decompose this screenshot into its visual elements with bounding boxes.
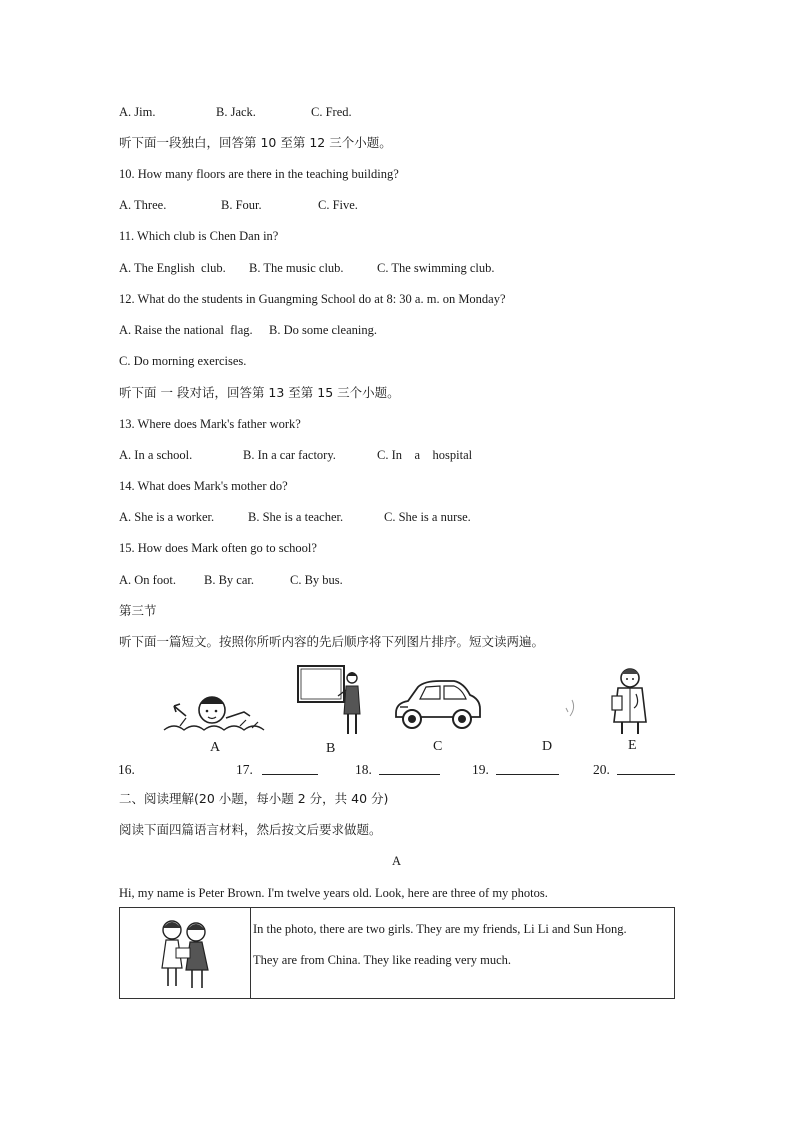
picture-label-e: E [628, 738, 637, 753]
q12-option-c: C. Do morning exercises. [119, 354, 247, 368]
section-heading: 第三节 [119, 603, 157, 618]
swimmer-picture [160, 682, 268, 736]
blank-20-line[interactable] [617, 774, 675, 775]
photo-description-cell [251, 908, 675, 999]
blank-17-number: 17. [236, 762, 253, 777]
q15-option-a: A. On foot. [119, 573, 176, 587]
photo-description-line-1: In the photo, there are two girls. They are my friends, Li Li and Sun Hong. [253, 922, 627, 936]
q15-option-b: B. By car. [204, 573, 254, 587]
blank-18-number: 18. [355, 762, 372, 777]
picture-label-c: C [433, 739, 443, 754]
doctor-picture [606, 664, 654, 736]
blank-16-number: 16. [118, 762, 135, 777]
q11-stem: 11. Which club is Chen Dan in? [119, 229, 279, 243]
q9-option-c: C. Fred. [311, 105, 352, 119]
q11-option-b: B. The music club. [249, 261, 344, 275]
q10-option-b: B. Four. [221, 198, 262, 212]
teacher-picture [296, 664, 366, 738]
q13-stem: 13. Where does Mark's father work? [119, 417, 301, 431]
blank-19-line[interactable] [496, 774, 559, 775]
q15-option-c: C. By bus. [290, 573, 343, 587]
picture-label-b: B [326, 741, 336, 756]
q13-option-b: B. In a car factory. [243, 448, 336, 462]
blank-20-number: 20. [593, 762, 610, 777]
picture-label-d: D [542, 739, 553, 754]
faint-picture [562, 696, 582, 726]
passage-a-label: A [392, 854, 402, 868]
passage-intro: Hi, my name is Peter Brown. I'm twelve years old. Look, here are three of my photos. [119, 886, 548, 900]
car-picture [392, 677, 484, 733]
blank-19-number: 19. [472, 762, 489, 777]
q10-option-a: A. Three. [119, 198, 167, 212]
reading-section-title: 二、阅读理解(20 小题，每小题 2 分，共 40 分) [119, 791, 389, 806]
q14-option-c: C. She is a nurse. [384, 510, 471, 524]
table-row [120, 908, 675, 999]
q15-stem: 15. How does Mark often go to school? [119, 541, 317, 555]
blank-18-line[interactable] [379, 774, 440, 775]
q10-stem: 10. How many floors are there in the teaching building? [119, 167, 399, 181]
photo-cell [120, 908, 251, 999]
reading-section-instruction: 阅读下面四篇语言材料，然后按文后要求做题。 [119, 822, 382, 837]
q14-stem: 14. What does Mark's mother do? [119, 479, 288, 493]
q12-option-b: B. Do some cleaning. [269, 323, 377, 337]
q13-option-a: A. In a school. [119, 448, 193, 462]
dialogue-instruction: 听下面 一 段对话，回答第 13 至第 15 三个小题。 [119, 385, 400, 400]
q9-option-b: B. Jack. [216, 105, 256, 119]
photo-description-line-2: They are from China. They like reading very much. [253, 953, 512, 967]
photo-table [119, 907, 675, 999]
blank-17-line[interactable] [262, 774, 318, 775]
two-girls-picture [120, 908, 250, 994]
monologue-instruction: 听下面一段独白，回答第 10 至第 12 三个小题。 [119, 135, 392, 150]
q14-option-a: A. She is a worker. [119, 510, 215, 524]
q13-option-c: C. In a hospital [377, 448, 473, 462]
q10-option-c: C. Five. [318, 198, 358, 212]
q14-option-b: B. She is a teacher. [248, 510, 344, 524]
q12-stem: 12. What do the students in Guangming School do at 8: 30 a. m. on Monday? [119, 292, 506, 306]
q12-option-a: A. Raise the national flag. [119, 323, 253, 337]
q11-option-a: A. The English club. [119, 261, 226, 275]
picture-label-a: A [210, 740, 221, 755]
passage-instruction: 听下面一篇短文。按照你所听内容的先后顺序将下列图片排序。短文读两遍。 [119, 634, 545, 649]
q11-option-c: C. The swimming club. [377, 261, 495, 275]
q9-option-a: A. Jim. [119, 105, 156, 119]
